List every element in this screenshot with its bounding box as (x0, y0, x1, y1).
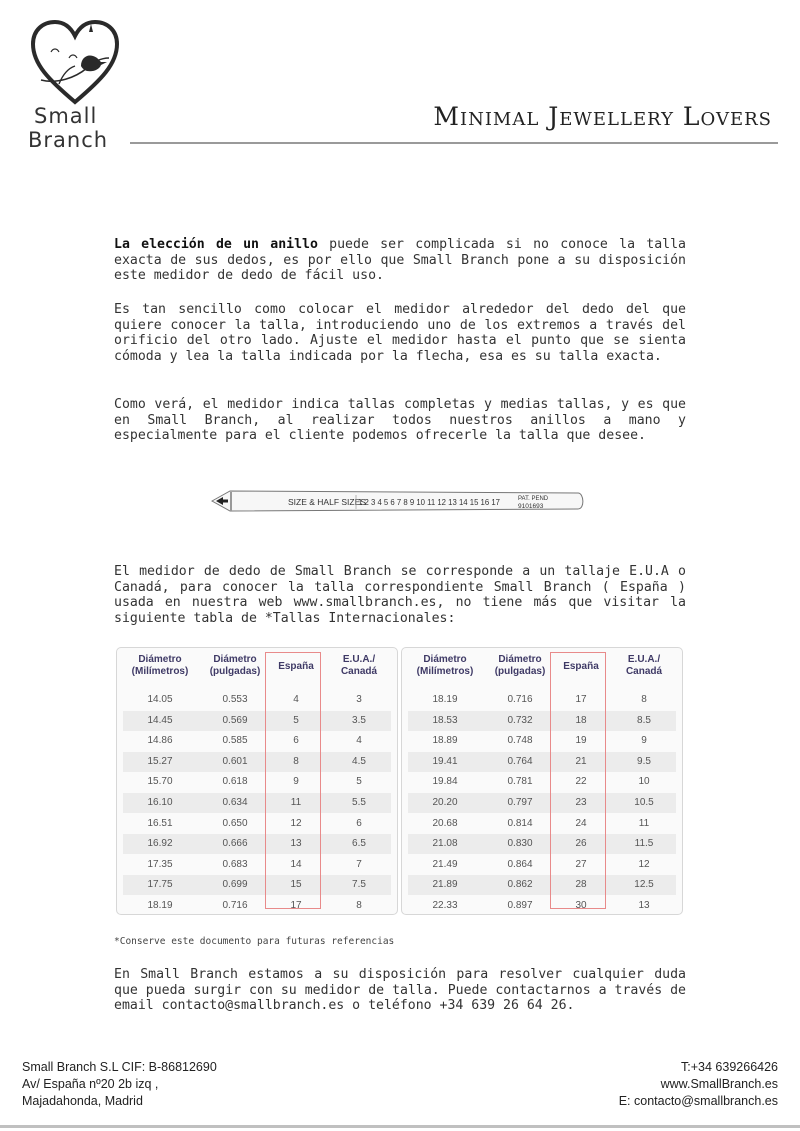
table-cell: 0.683 (222, 858, 248, 870)
table-cell: 12.5 (634, 879, 654, 891)
table-cell: 12 (290, 817, 302, 829)
table-cell: 20.20 (432, 797, 458, 808)
table-row (408, 814, 676, 834)
table-row (408, 711, 676, 731)
table-cell: 18.89 (432, 735, 458, 747)
table-cell: 0.830 (507, 838, 533, 850)
table-cell: 6 (356, 817, 362, 829)
table-cell: 8 (293, 755, 299, 767)
intro-paragraph (114, 237, 686, 284)
header-usa-canada: E.U.A./ Canadá (625, 654, 663, 677)
table-row (408, 834, 676, 854)
header-diameter-in: Diámetro (pulgadas) (209, 654, 261, 677)
table-cell: 17 (290, 900, 302, 911)
table-cell: 17.35 (147, 858, 173, 870)
equivalence-paragraph: El medidor de dedo de Small Branch se corresponde a un tallaje E.U.A o Canadá, para conocer la talla correspondiente Small Branch ( España ) usada en nuestra web www.smallbranch.es, no tiene más que visitar la siguiente tabla de *Tallas Internacionales: (114, 564, 686, 626)
table-cell: 8.5 (637, 714, 651, 726)
table-row (408, 855, 676, 875)
table-cell: 5 (293, 714, 299, 726)
table-cell: 10.5 (634, 797, 654, 808)
table-cell: 0.650 (222, 817, 248, 829)
table-row (123, 752, 391, 772)
table-cell: 21.49 (432, 858, 458, 870)
table-cell: 16.51 (147, 817, 173, 829)
table-cell: 20.68 (432, 817, 458, 829)
table-cell: 4 (356, 735, 362, 747)
table-row (123, 793, 391, 813)
table-cell: 14 (290, 858, 302, 870)
table-row (408, 690, 676, 710)
heart-bird-icon (29, 18, 121, 108)
table-cell: 11 (638, 817, 650, 829)
table-cell: 27 (575, 858, 587, 870)
table-cell: 17 (575, 694, 587, 705)
table-cell: 19.41 (432, 755, 458, 767)
footer-company: Small Branch S.L CIF: B-86812690 (22, 1060, 217, 1074)
table-cell: 26 (575, 838, 587, 850)
table-cell: 0.716 (222, 900, 248, 911)
table-row (123, 814, 391, 834)
table-row (123, 834, 391, 854)
table-cell: 15.70 (147, 776, 173, 788)
table-row (123, 772, 391, 792)
footer-phone: T:+34 639266426 (681, 1060, 778, 1074)
table-cell: 13 (638, 900, 650, 911)
table-cell: 3.5 (352, 714, 366, 726)
table-cell: 4 (293, 694, 299, 705)
table-cell: 4.5 (352, 755, 366, 767)
table-cell: 0.797 (507, 797, 533, 808)
table-cell: 28 (575, 879, 587, 891)
table-cell: 6.5 (352, 838, 366, 850)
table-cell: 0.618 (222, 776, 248, 788)
header-diameter-in: Diámetro (pulgadas) (494, 654, 546, 677)
table-cell: 0.716 (507, 694, 533, 705)
table-row (123, 711, 391, 731)
table-cell: 18 (575, 714, 587, 726)
table-row (123, 690, 391, 710)
footer-address: Av/ España nº20 2b izq , (22, 1077, 159, 1091)
table-cell: 22 (575, 776, 587, 788)
table-cell: 8 (356, 900, 362, 911)
table-cell: 18.19 (147, 900, 173, 911)
ring-sizer-illustration (210, 487, 586, 515)
table-cell: 18.53 (432, 714, 458, 726)
table-cell: 11.5 (634, 838, 654, 850)
table-cell: 0.814 (507, 817, 533, 829)
ruler-numbers: 1 2 3 4 5 6 7 8 9 10 11 12 13 14 15 16 17 (358, 497, 501, 507)
table-row (408, 875, 676, 895)
table-row (408, 793, 676, 813)
intro-rest: puede ser complicada si no conoce la talla exacta de sus dedos, es por ello que Small Branch pone a su disposición este medidor de dedo de fácil uso. (114, 237, 686, 284)
ruler-patent-line2: 9101693 (518, 503, 544, 510)
table-row (408, 752, 676, 772)
table-cell: 22.33 (432, 900, 458, 911)
footer-email: E: contacto@smallbranch.es (618, 1094, 778, 1108)
table-cell: 0.569 (222, 714, 248, 726)
footer-contact-info (619, 1059, 778, 1110)
header-espana: España (563, 661, 599, 672)
table-cell: 23 (575, 797, 587, 808)
table-cell: 14.86 (147, 735, 173, 747)
table-cell: 0.862 (507, 879, 533, 891)
half-sizes-paragraph: Como verá, el medidor indica tallas completas y medias tallas, y es que en Small Branch, al realizar todos nuestros anillos a mano y especialmente para el cliente podemos ofrecerle la talla que desee. (114, 397, 686, 444)
table-cell: 18.19 (432, 694, 458, 705)
header-diameter-mm: Diámetro (Milímetros) (416, 654, 474, 677)
table-cell: 16.92 (147, 838, 173, 850)
table-cell: 9 (641, 735, 647, 747)
table-header (402, 648, 682, 688)
table-row (408, 731, 676, 751)
contact-paragraph: En Small Branch estamos a su disposición para resolver cualquier duda que pueda surgir con su medidor de talla. Puede contactarnos a través de email contacto@smallbranch.es o teléfono +34 639 26 64 26. (114, 967, 686, 1014)
header-usa-canada: E.U.A./ Canadá (340, 654, 378, 677)
brand-name-line2: Branch (28, 128, 109, 152)
table-cell: 15.27 (147, 755, 173, 767)
table-cell: 9 (293, 776, 299, 788)
table-cell: 0.764 (507, 755, 533, 767)
table-cell: 3 (356, 694, 362, 705)
table-cell: 5.5 (352, 797, 366, 808)
table-cell: 0.732 (507, 714, 533, 726)
header-divider (130, 142, 778, 144)
ruler-patent-line1: PAT. PEND (518, 496, 549, 502)
tagline: Minimal Jewellery Lovers (433, 102, 772, 131)
table-cell: 24 (575, 817, 587, 829)
footer-company-info (22, 1059, 217, 1110)
size-table-right (401, 647, 683, 915)
table-header (117, 648, 397, 688)
table-row (408, 772, 676, 792)
table-cell: 15 (290, 879, 302, 891)
size-table-left (116, 647, 398, 915)
table-row (408, 896, 676, 916)
table-cell: 21 (575, 755, 587, 767)
table-cell: 0.585 (222, 735, 248, 747)
instructions-paragraph: Es tan sencillo como colocar el medidor alrededor del dedo del que quiere conocer la talla, introduciendo uno de los extremos a través del orificio del otro lado. Ajuste el medidor hasta el punto que se sienta cómoda y lea la talla indicada por la flecha, esa es su talla exacta. (114, 302, 686, 364)
table-cell: 8 (641, 694, 647, 705)
table-cell: 13 (290, 838, 302, 850)
table-row (123, 855, 391, 875)
header-diameter-mm: Diámetro (Milímetros) (131, 654, 189, 677)
table-cell: 21.89 (432, 879, 458, 891)
table-cell: 0.748 (507, 735, 533, 747)
table-cell: 14.45 (147, 714, 173, 726)
table-cell: 7 (356, 858, 362, 870)
table-cell: 0.781 (507, 776, 533, 788)
table-cell: 0.634 (222, 797, 248, 808)
table-cell: 9.5 (637, 755, 651, 767)
footer-city: Majadahonda, Madrid (22, 1094, 143, 1108)
brand-logo (24, 18, 124, 153)
table-row (123, 896, 391, 916)
table-cell: 17.75 (147, 879, 173, 891)
table-cell: 0.897 (507, 900, 533, 911)
table-cell: 0.864 (507, 858, 533, 870)
table-cell: 7.5 (352, 879, 366, 891)
table-cell: 14.05 (147, 694, 173, 705)
table-cell: 16.10 (147, 797, 173, 808)
brand-name-line1: Small (34, 104, 98, 128)
table-cell: 19 (575, 735, 587, 747)
table-cell: 0.601 (222, 755, 248, 767)
ruler-label: SIZE & HALF SIZES (288, 497, 366, 507)
footnote: *Conserve este documento para futuras referencias (114, 936, 395, 947)
table-cell: 0.666 (222, 838, 248, 850)
table-cell: 21.08 (432, 838, 458, 850)
table-cell: 0.553 (222, 694, 248, 705)
table-row (123, 731, 391, 751)
table-cell: 11 (290, 797, 302, 808)
intro-bold-lead: La elección de un anillo (114, 237, 318, 252)
footer-divider (0, 1125, 800, 1128)
header-espana: España (278, 661, 314, 672)
table-cell: 10 (638, 776, 650, 788)
table-cell: 6 (293, 735, 299, 747)
table-cell: 5 (356, 776, 362, 788)
table-cell: 30 (575, 900, 587, 911)
footer-web: www.SmallBranch.es (660, 1077, 778, 1091)
table-row (123, 875, 391, 895)
table-cell: 0.699 (222, 879, 248, 891)
table-cell: 19.84 (432, 776, 458, 788)
table-cell: 12 (638, 858, 650, 870)
